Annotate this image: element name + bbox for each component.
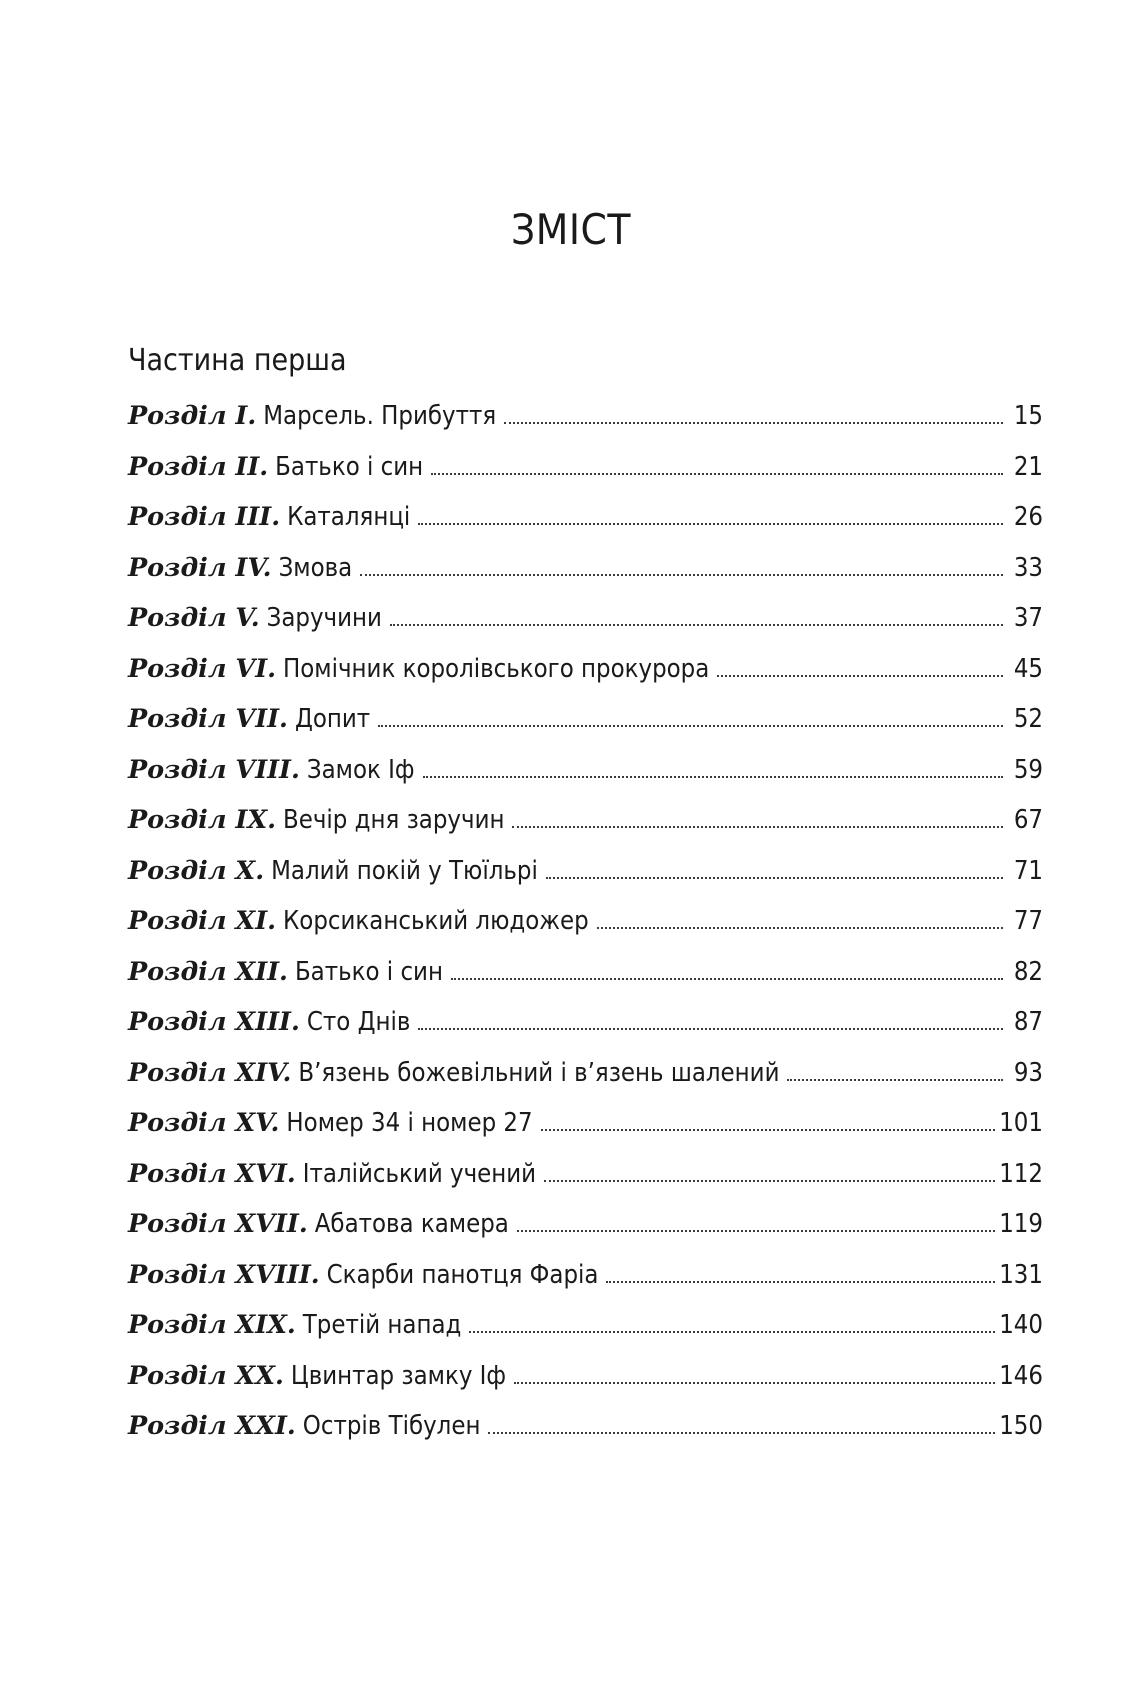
chapter-title: В’язень божевільний і в’язень шалений (298, 1057, 780, 1088)
chapter-title: Змова (278, 552, 353, 583)
chapter-label: Розділ XІІІ. (128, 1007, 300, 1037)
page-title: ЗМІСТ (511, 205, 631, 254)
chapter-title: Замок Іф (306, 754, 415, 785)
toc-entry (128, 543, 1043, 594)
chapter-title: Каталянці (287, 502, 411, 532)
page-number: 87 (1013, 1007, 1043, 1037)
page-number: 15 (1013, 401, 1043, 431)
dot-leader (360, 574, 1003, 576)
chapter-label: Розділ X. (128, 855, 265, 886)
chapter-title: Сто Днів (306, 1007, 411, 1037)
dot-leader (512, 826, 1003, 828)
dot-leader (451, 978, 1003, 980)
dot-leader (378, 725, 1003, 727)
toc-entry (128, 1250, 1043, 1301)
toc-entry (128, 442, 1043, 493)
chapter-label: Розділ ІІ. (128, 451, 269, 482)
chapter-label: Розділ XVІІ. (128, 1209, 308, 1239)
toc-entry (128, 896, 1043, 947)
chapter-title: Малий покій у Тюїльрі (271, 855, 538, 886)
dot-leader (787, 1079, 1003, 1081)
toc-entry (128, 644, 1043, 695)
chapter-label: Розділ IV. (128, 552, 272, 583)
dot-leader (546, 877, 1003, 879)
chapter-title: Корсиканський людожер (283, 906, 589, 936)
toc-entry (128, 1300, 1043, 1351)
page-number: 26 (1013, 502, 1043, 532)
toc-entry (128, 1048, 1043, 1099)
chapter-label: Розділ XІ. (128, 906, 277, 936)
page-number: 45 (1013, 653, 1043, 684)
toc-entry (128, 1149, 1043, 1200)
toc-entry (128, 391, 1043, 442)
page-number: 52 (1013, 704, 1043, 734)
chapter-label: Розділ XVІ. (128, 1158, 296, 1189)
chapter-title: Острів Тібулен (302, 1411, 481, 1441)
dot-leader (431, 473, 1003, 475)
page-number: 119 (999, 1209, 1043, 1239)
page-number: 131 (999, 1259, 1043, 1290)
dot-leader (717, 675, 1003, 677)
toc-entry (128, 694, 1043, 745)
chapter-title: Батько і син (294, 956, 443, 987)
chapter-label: Розділ XIV. (128, 1057, 292, 1088)
toc-entry (128, 593, 1043, 644)
toc-entry (128, 492, 1043, 543)
dot-leader (488, 1432, 995, 1434)
toc-entry (128, 1199, 1043, 1250)
toc-entry (128, 745, 1043, 796)
chapter-label: Розділ І. (128, 401, 257, 431)
toc-entry (128, 1401, 1043, 1452)
chapter-title: Батько і син (275, 451, 424, 482)
page-number: 150 (999, 1411, 1043, 1441)
toc-entry (128, 1351, 1043, 1402)
page-number: 77 (1013, 906, 1043, 936)
dot-leader (504, 422, 1003, 424)
chapter-label: Розділ VІІІ. (128, 754, 300, 785)
toc-entry (128, 795, 1043, 846)
page-number: 33 (1013, 552, 1043, 583)
dot-leader (544, 1180, 995, 1182)
chapter-title: Вечір дня заручин (283, 805, 505, 835)
dot-leader (606, 1281, 995, 1283)
page-number: 37 (1013, 603, 1043, 633)
chapter-title: Помічник королівського прокурора (283, 653, 710, 684)
page-number: 146 (999, 1360, 1043, 1391)
page-number: 101 (999, 1108, 1043, 1138)
chapter-label: Розділ IX. (128, 805, 277, 835)
dot-leader (541, 1129, 996, 1131)
chapter-title: Італійський учений (302, 1158, 537, 1189)
page-number: 82 (1013, 956, 1043, 987)
chapter-title: Скарби панотця Фаріа (326, 1259, 599, 1290)
chapter-title: Марсель. Прибуття (263, 401, 497, 431)
page-number: 112 (999, 1158, 1043, 1189)
chapter-label: Розділ XXІ. (128, 1411, 296, 1441)
chapter-label: Розділ XVІІІ. (128, 1259, 320, 1290)
chapter-title: Абатова камера (314, 1209, 509, 1239)
chapter-title: Цвинтар замку Іф (290, 1360, 507, 1391)
chapter-label: Розділ ІІІ. (128, 502, 281, 532)
dot-leader (469, 1331, 995, 1333)
chapter-label: Розділ XIX. (128, 1310, 296, 1340)
toc-entry (128, 846, 1043, 897)
dot-leader (597, 927, 1003, 929)
chapter-label: Розділ VІІ. (128, 704, 288, 734)
chapter-label: Розділ VI. (128, 653, 277, 684)
chapter-label: Розділ XX. (128, 1360, 284, 1391)
toc-entry (128, 997, 1043, 1048)
chapter-title: Допит (294, 704, 371, 734)
chapter-label: Розділ V. (128, 603, 260, 633)
page-number: 140 (999, 1310, 1043, 1340)
dot-leader (423, 776, 1004, 778)
page-number: 71 (1013, 855, 1043, 886)
dot-leader (514, 1382, 995, 1384)
chapter-title: Заручини (266, 603, 382, 633)
toc-entry (128, 1098, 1043, 1149)
chapter-title: Номер 34 і номер 27 (286, 1108, 533, 1138)
page-number: 93 (1013, 1057, 1043, 1088)
chapter-label: Розділ XІІ. (128, 956, 288, 987)
table-of-contents (128, 391, 1043, 1452)
dot-leader (418, 523, 1003, 525)
page-number: 59 (1013, 754, 1043, 785)
page-number: 21 (1013, 451, 1043, 482)
page-number: 67 (1013, 805, 1043, 835)
chapter-label: Розділ XV. (128, 1108, 280, 1138)
dot-leader (517, 1230, 995, 1232)
dot-leader (418, 1028, 1003, 1030)
chapter-title: Третій напад (302, 1310, 462, 1340)
dot-leader (390, 624, 1003, 626)
part-heading: Частина перша (128, 343, 347, 378)
toc-entry (128, 947, 1043, 998)
